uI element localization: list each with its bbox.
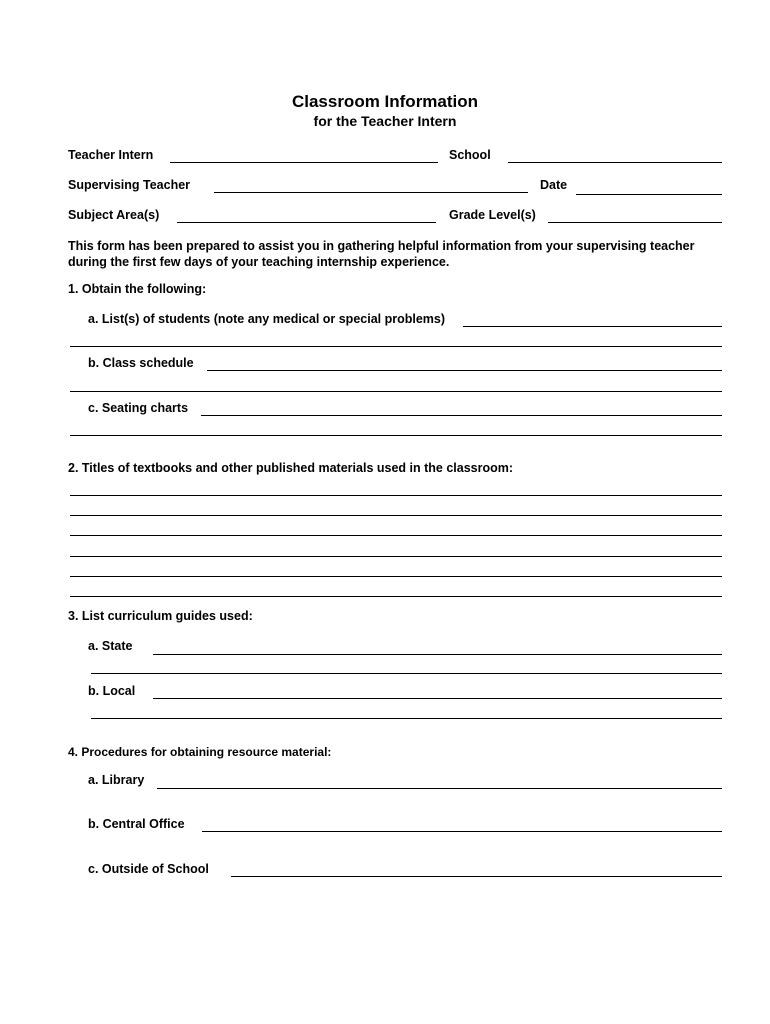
section-1-heading: 1. Obtain the following:: [68, 282, 207, 296]
central-office-field[interactable]: [202, 831, 722, 832]
subject-areas-field[interactable]: [177, 222, 436, 223]
state-guides-field[interactable]: [153, 654, 722, 655]
form-title: Classroom Information: [291, 92, 479, 111]
textbooks-field-line-2[interactable]: [70, 515, 722, 516]
students-list-label: a. List(s) of students (note any medical or special problems): [88, 312, 446, 326]
state-guides-label: a. State: [88, 639, 133, 653]
date-label: Date: [540, 178, 568, 192]
central-office-label: b. Central Office: [88, 817, 185, 831]
textbooks-field-line-4[interactable]: [70, 556, 722, 557]
supervising-teacher-label: Supervising Teacher: [68, 178, 191, 192]
seating-charts-field[interactable]: [201, 415, 722, 416]
class-schedule-label: b. Class schedule: [88, 356, 194, 370]
textbooks-field-line-6[interactable]: [70, 596, 722, 597]
section-4-heading: 4. Procedures for obtaining resource material:: [68, 745, 332, 759]
teacher-intern-field[interactable]: [170, 162, 438, 163]
students-list-field-line-2[interactable]: [70, 346, 722, 347]
class-schedule-field[interactable]: [207, 370, 722, 371]
intro-paragraph: This form has been prepared to assist you in gathering helpful information from your supervising teacher during the first few days of your teaching internship experience.: [68, 239, 695, 269]
textbooks-field-line-3[interactable]: [70, 535, 722, 536]
section-2-heading: 2. Titles of textbooks and other published materials used in the classroom:: [68, 461, 514, 475]
grade-levels-label: Grade Level(s): [449, 208, 536, 222]
supervising-teacher-field[interactable]: [214, 192, 528, 193]
outside-school-field[interactable]: [231, 876, 722, 877]
textbooks-field-line-1[interactable]: [70, 495, 722, 496]
section-3-heading: 3. List curriculum guides used:: [68, 609, 253, 623]
date-field[interactable]: [576, 194, 722, 195]
seating-charts-label: c. Seating charts: [88, 401, 189, 415]
grade-levels-field[interactable]: [548, 222, 722, 223]
form-subtitle: for the Teacher Intern: [313, 113, 457, 129]
library-field[interactable]: [157, 788, 722, 789]
local-guides-field-line-2[interactable]: [91, 718, 722, 719]
state-guides-field-line-2[interactable]: [91, 673, 722, 674]
students-list-field[interactable]: [463, 326, 722, 327]
class-schedule-field-line-2[interactable]: [70, 391, 722, 392]
teacher-intern-label: Teacher Intern: [68, 148, 154, 162]
local-guides-field[interactable]: [153, 698, 722, 699]
textbooks-field-line-5[interactable]: [70, 576, 722, 577]
school-label: School: [449, 148, 491, 162]
seating-charts-field-line-2[interactable]: [70, 435, 722, 436]
outside-school-label: c. Outside of School: [88, 862, 209, 876]
local-guides-label: b. Local: [88, 684, 136, 698]
school-field[interactable]: [508, 162, 722, 163]
library-label: a. Library: [88, 773, 145, 787]
subject-areas-label: Subject Area(s): [68, 208, 160, 222]
